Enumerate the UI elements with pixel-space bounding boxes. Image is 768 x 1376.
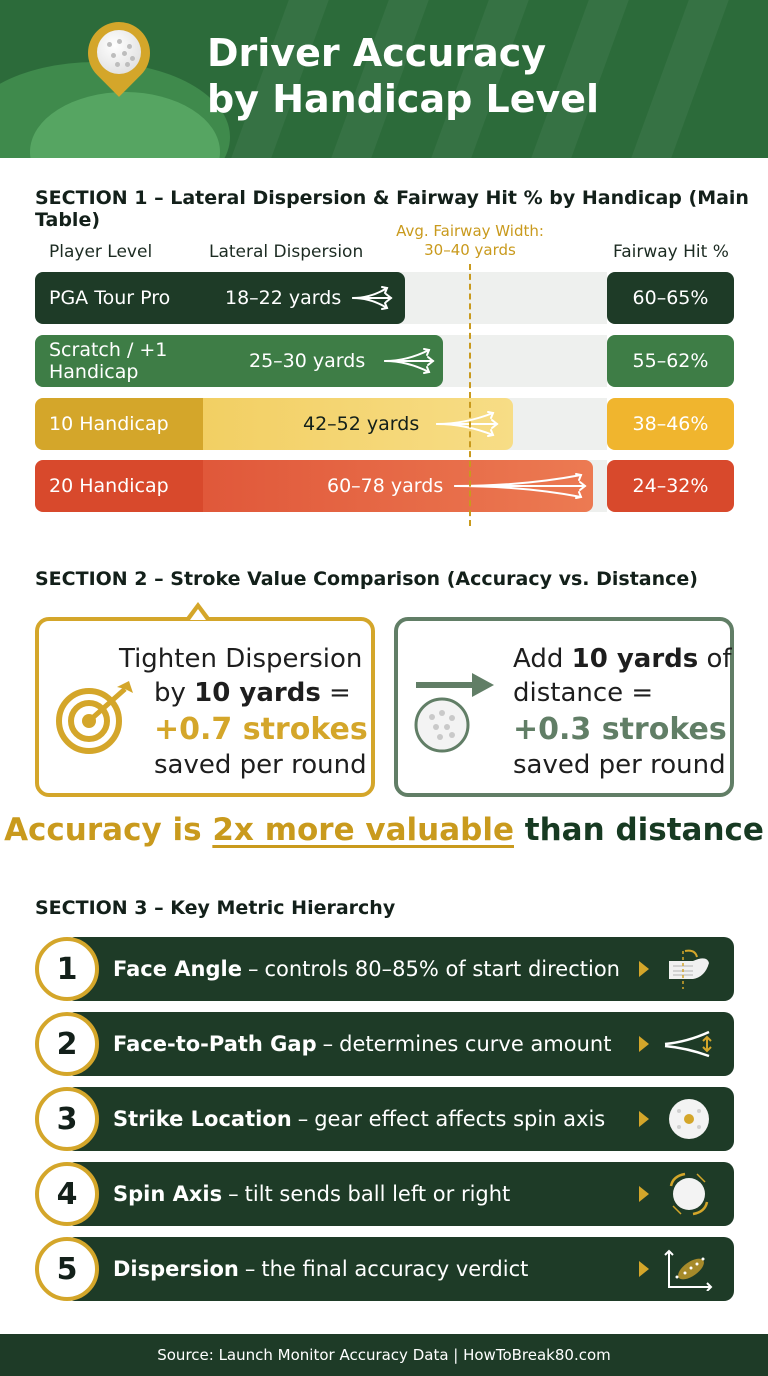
accuracy-value-card xyxy=(35,617,375,797)
table-row xyxy=(35,335,734,387)
column-header-fairway-hit: Fairway Hit % xyxy=(613,242,729,262)
curve-lines-icon xyxy=(663,1022,715,1066)
verdict-emphasis: 2x more valuable xyxy=(212,812,514,848)
metric-row xyxy=(35,937,734,1001)
dispersion-value: 25–30 yards xyxy=(249,350,366,372)
spread-arrows-icon xyxy=(435,410,501,438)
fairway-hit-cell: 55–62% xyxy=(607,335,734,387)
fairway-hit-cell: 38–46% xyxy=(607,398,734,450)
clubface-icon xyxy=(663,947,715,991)
header-stripe xyxy=(631,0,729,158)
chevron-right-icon xyxy=(639,1111,649,1127)
column-header-player-level: Player Level xyxy=(49,242,153,262)
dispersion-bar xyxy=(203,335,443,387)
distance-value-card xyxy=(394,617,734,797)
accuracy-verdict xyxy=(0,812,768,848)
accuracy-card-line-4: saved per round xyxy=(154,750,367,780)
metric-name: Dispersion xyxy=(113,1257,239,1281)
page-title xyxy=(207,30,599,122)
title-line-1: Driver Accuracy xyxy=(207,31,547,75)
metric-name: Strike Location xyxy=(113,1107,292,1131)
metric-row xyxy=(35,1012,734,1076)
fairway-hit-cell: 24–32% xyxy=(607,460,734,512)
verdict-pre: Accuracy is xyxy=(4,812,213,848)
metric-name: Face-to-Path Gap xyxy=(113,1032,317,1056)
section-2-title: SECTION 2 – Stroke Value Comparison (Accuracy vs. Distance) xyxy=(35,568,698,590)
card-pointer-fill xyxy=(190,609,206,620)
metric-text: Dispersion – the final accuracy verdict xyxy=(113,1257,529,1281)
metric-row xyxy=(35,1087,734,1151)
rank-badge: 1 xyxy=(35,937,99,1001)
chevron-right-icon xyxy=(639,1261,649,1277)
distance-card-line-2: distance = xyxy=(513,678,654,708)
source-credit: Source: Launch Monitor Accuracy Data | HowToBreak80.com xyxy=(157,1346,611,1364)
metric-description: controls 80–85% of start direction xyxy=(264,957,620,981)
column-header-lateral-dispersion: Lateral Dispersion xyxy=(209,242,364,262)
spinning-ball-icon xyxy=(663,1172,715,1216)
metric-name: Face Angle xyxy=(113,957,242,981)
spread-arrows-icon xyxy=(351,284,395,312)
golf-ball-icon xyxy=(97,30,141,74)
fairway-width-label-line-1: Avg. Fairway Width: xyxy=(396,222,544,240)
chevron-right-icon xyxy=(639,1186,649,1202)
player-level-cell: PGA Tour Pro xyxy=(35,272,203,324)
metric-row xyxy=(35,1237,734,1301)
dispersion-value: 42–52 yards xyxy=(303,413,420,435)
accuracy-card-line-2: by 10 yards = xyxy=(154,678,351,708)
ball-arrow-icon xyxy=(412,665,502,755)
rank-badge: 5 xyxy=(35,1237,99,1301)
metric-name: Spin Axis xyxy=(113,1182,223,1206)
accuracy-card-line-1: Tighten Dispersion xyxy=(119,644,363,674)
spread-arrows-icon xyxy=(453,472,589,500)
ball-impact-icon xyxy=(663,1097,715,1141)
dispersion-plot-icon xyxy=(663,1247,715,1291)
table-row xyxy=(35,398,734,450)
player-level-cell: 20 Handicap xyxy=(35,460,203,512)
metric-description: determines curve amount xyxy=(339,1032,612,1056)
player-level-cell xyxy=(35,335,203,387)
section-1-title: SECTION 1 – Lateral Dispersion & Fairway Hit % by Handicap (Main Table) xyxy=(35,187,749,231)
distance-card-line-1: Add 10 yards of xyxy=(513,644,732,674)
spread-arrows-icon xyxy=(383,347,437,375)
metric-description: gear effect affects spin axis xyxy=(314,1107,606,1131)
fairway-width-label xyxy=(372,222,568,260)
metric-description: the final accuracy verdict xyxy=(261,1257,529,1281)
distance-card-line-4: saved per round xyxy=(513,750,726,780)
distance-stroke-value: +0.3 strokes xyxy=(513,712,727,747)
footer xyxy=(0,1334,768,1376)
rank-badge: 3 xyxy=(35,1087,99,1151)
metric-text: Strike Location – gear effect affects spin axis xyxy=(113,1107,606,1131)
dispersion-bar xyxy=(203,460,593,512)
fairway-width-marker xyxy=(469,264,471,526)
dispersion-value: 60–78 yards xyxy=(327,475,444,497)
header-banner xyxy=(0,0,768,158)
metric-row xyxy=(35,1162,734,1226)
player-level-cell: 10 Handicap xyxy=(35,398,203,450)
fairway-hit-cell: 60–65% xyxy=(607,272,734,324)
dispersion-bar xyxy=(203,398,513,450)
player-level-text: Scratch / +1 Handicap xyxy=(49,339,168,383)
section-3-title: SECTION 3 – Key Metric Hierarchy xyxy=(35,897,396,919)
accuracy-stroke-value: +0.7 strokes xyxy=(154,712,368,747)
target-icon xyxy=(53,677,139,757)
rank-badge: 2 xyxy=(35,1012,99,1076)
table-row xyxy=(35,272,734,324)
dispersion-bar xyxy=(203,272,405,324)
metric-text: Face-to-Path Gap – determines curve amount xyxy=(113,1032,612,1056)
chevron-right-icon xyxy=(639,1036,649,1052)
metric-description: tilt sends ball left or right xyxy=(244,1182,511,1206)
title-line-2: by Handicap Level xyxy=(207,77,600,121)
verdict-post: than distance xyxy=(514,812,764,848)
dispersion-value: 18–22 yards xyxy=(225,287,342,309)
table-row xyxy=(35,460,734,512)
metric-text: Spin Axis – tilt sends ball left or right xyxy=(113,1182,511,1206)
rank-badge: 4 xyxy=(35,1162,99,1226)
metric-text: Face Angle – controls 80–85% of start direction xyxy=(113,957,620,981)
fairway-width-label-line-2: 30–40 yards xyxy=(424,241,516,259)
chevron-right-icon xyxy=(639,961,649,977)
